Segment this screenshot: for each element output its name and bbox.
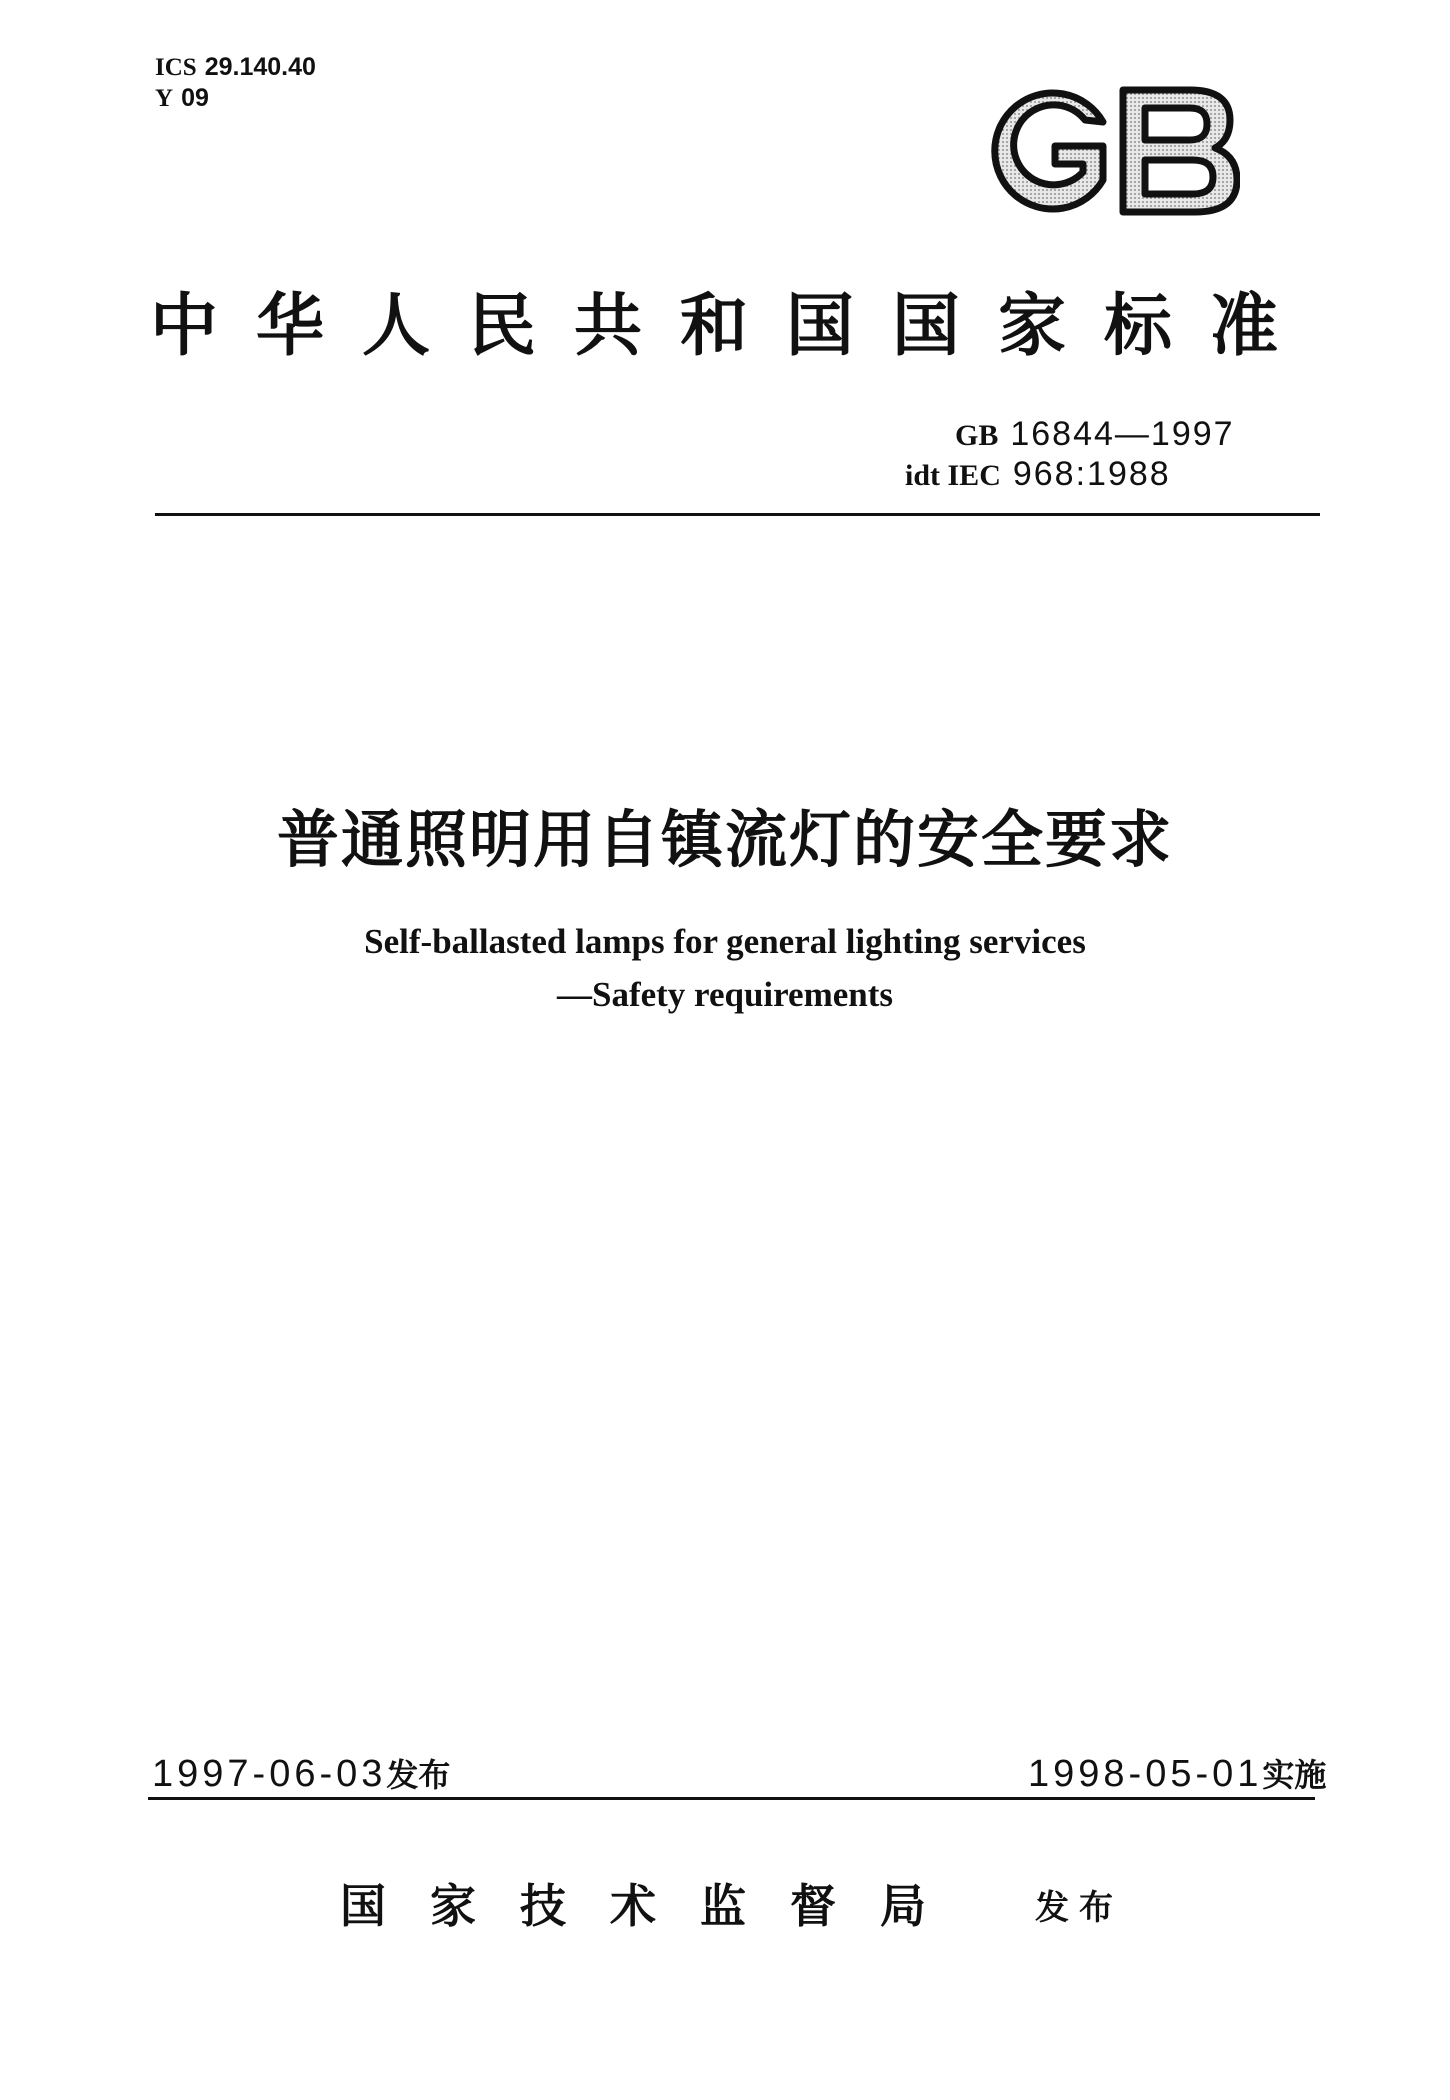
idt-number-row [905,455,1235,495]
english-title-line1: Self-ballasted lamps for general lighting services [364,922,1086,961]
top-divider [155,513,1320,516]
gb-logo-graphic [985,80,1240,220]
issue-date [152,1750,450,1796]
publish-label: 发布 [1035,1888,1123,1928]
standard-number-block [905,415,1235,495]
gb-number-row [955,415,1235,455]
ics-value: 29.140.40 [204,53,316,81]
issuing-authority: 国家技术监督局 [340,1879,970,1933]
classification-codes [155,52,316,114]
ics-label: ICS [155,54,197,81]
gb-label: GB [955,419,999,452]
ics-code [155,52,316,83]
gb-number: 16844—1997 [1010,415,1235,453]
implementation-date [1028,1750,1326,1796]
idt-number: 968:1988 [1012,455,1171,493]
implementation-date-value: 1998-05-01 [1028,1753,1263,1795]
english-title-line2: —Safety requirements [556,975,894,1014]
gb-logo [985,80,1240,220]
national-standard-heading: 中华人民共和国国家标准 [150,286,1317,366]
ccs-value: 09 [181,84,209,112]
idt-label: idt IEC [905,459,1001,492]
chinese-title: 普通照明用自镇流灯的安全要求 [276,803,1173,876]
ccs-code [155,83,316,114]
issue-date-label: 发布 [386,1756,451,1794]
issue-date-value: 1997-06-03 [152,1753,387,1795]
bottom-divider [148,1797,1315,1800]
ccs-label: Y [155,85,174,112]
implementation-date-label: 实施 [1262,1756,1327,1794]
